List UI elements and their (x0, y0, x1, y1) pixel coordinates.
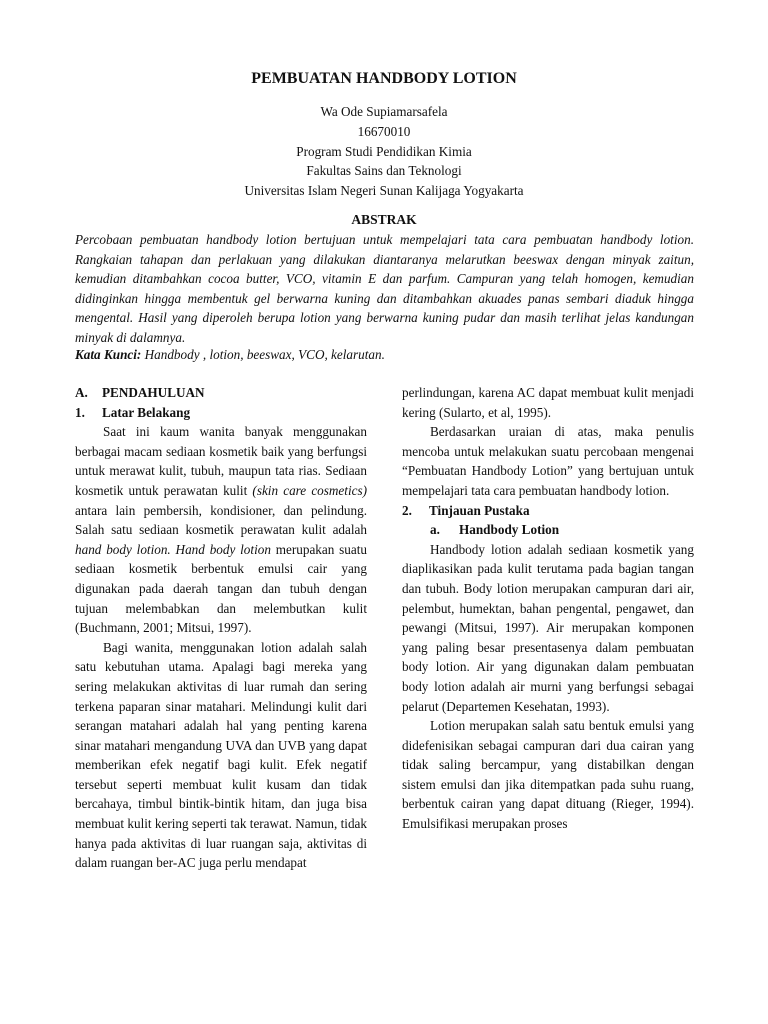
keywords-label: Kata Kunci: (75, 347, 142, 362)
paragraph-1-part-e: merupakan suatu sediaan kosmetik berbentuk emulsi cair yang digunakan pada daerah tangan dan tubuh dengan tujuan melembabkan dan melembutkan kulit (Buchmann, 2001; Mitsui, 1997). (75, 541, 367, 636)
paragraph-4: Handbody lotion adalah sediaan kosmetik yang diaplikasikan pada kulit terutama pada bagian tangan dan tubuh. Body lotion merupakan campuran dari air, pelembut, humektan, bahan pengental, pengawet, dan pewangi (Mitsui, 1997). Air merupakan komponen yang paling besar presentasenya dalam pembuatan body lotion. Air yang digunakan dalam pembuatan body lotion adalah air murni yang berfungsi sebagai pelarut (Departemen Kesehatan, 1993). (402, 541, 694, 714)
section-title: PENDAHULUAN (102, 385, 205, 400)
author-university: Universitas Islam Negeri Sunan Kalijaga Yogyakarta (244, 183, 524, 199)
subsection-title: Latar Belakang (102, 404, 191, 420)
author-id: 16670010 (357, 123, 411, 139)
author-block (0, 102, 768, 201)
left-column (75, 383, 367, 873)
paper-title: PEMBUATAN HANDBODY LOTION (251, 70, 517, 87)
author-program: Program Studi Pendidikan Kimia (296, 143, 472, 159)
author-name: Wa Ode Supiamarsafela (320, 104, 448, 119)
paragraph-1 (75, 422, 367, 638)
subsection-number: 1. (75, 404, 85, 420)
abstract-heading: ABSTRAK (351, 212, 417, 227)
paragraph-1-italic-a: (skin care cosmetics) (252, 482, 367, 498)
paragraph-1-italic-b: hand body lotion. Hand body lotion (75, 541, 271, 557)
section-number: A. (75, 385, 88, 400)
subsubsection-heading-handbody-lotion (402, 520, 694, 540)
paragraph-5: Lotion merupakan salah satu bentuk emulsi yang didefenisikan sebagai campuran dari dua cairan yang tidak saling bercampur, yang distabilkan dengan sistem emulsi dan jika ditempatkan pada suhu ruang, berbentuk cairan yang dapat dituang (Rieger, 1994). Emulsifikasi merupakan proses (402, 718, 694, 832)
section-heading-pendahuluan (75, 383, 367, 403)
keywords-line (75, 345, 694, 365)
paragraph-3: Berdasarkan uraian di atas, maka penulis mencoba untuk melakukan suatu percobaan mengenai “Pembuatan Handbody Lotion” yang bertujuan untuk mempelajari tata cara pembuatan handbody lotion. (402, 424, 694, 498)
subsection-heading-tinjauan-pustaka (402, 501, 694, 521)
abstract-text: Percobaan pembuatan handbody lotion bertujuan untuk mempelajari tata cara pembuatan handbody lotion. Rangkaian tahapan dan perlakuan yang dilakukan diantaranya melarutkan beeswax dengan minyak zaitun, kemudian ditambahkan cocoa butter, VCO, vitamin E dan parfum. Campuran yang telah homogen, kemudian didinginkan hingga membentuk gel berwarna kuning dan ditambahkan akuades panas sembari diaduk hingga mengental. Hasil yang diperoleh berupa lotion yang berwarna kuning pudar dan masih terlihat jelas kandungan minyak di dalamnya. (75, 232, 694, 345)
subsubsection-number: a. (430, 522, 440, 538)
paragraph-1-part-a: Saat ini kaum wanita banyak menggunakan berbagai macam sediaan kosmetik baik yang berfungsi untuk merawat kulit, tubuh, maupun tata rias. Sediaan kosmetik untuk perawatan kulit (75, 424, 367, 498)
subsubsection-title: Handbody Lotion (459, 522, 560, 538)
right-column (402, 383, 694, 834)
author-faculty: Fakultas Sains dan Teknologi (306, 163, 462, 179)
subsection-title: Tinjauan Pustaka (429, 502, 530, 518)
paragraph-1-part-c: antara lain pembersih, kondisioner, dan pelindung. Salah satu sediaan kosmetik perawatan kulit adalah (75, 502, 367, 538)
paragraph-continued: perlindungan, karena AC dapat membuat kulit menjadi kering (Sularto, et al, 1995). (402, 385, 694, 420)
keywords-list: Handbody , lotion, beeswax, VCO, kelarutan. (141, 347, 385, 362)
subsection-number: 2. (402, 502, 412, 518)
subsection-heading-latar-belakang (75, 403, 367, 423)
paragraph-2: Bagi wanita, menggunakan lotion adalah salah satu kebutuhan utama. Apalagi bagi mereka yang sering melakukan aktivitas di luar rumah dan sering terkena paparan sinar matahari. Melindungi kulit dari serangan matahari adalah hal yang penting karena sinar matahari mengandung UVA dan UVB yang dapat memberikan efek negatif bagi kulit. Efek negatif tersebut seperti membuat kulit kusam dan tidak bercahaya, timbul bintik-bintik hitam, dan juga bisa membuat kulit kering seperti tak terawat. Namun, tidak hanya pada aktivitas di luar ruangan saja, aktivitas di dalam ruangan ber-AC juga perlu mendapat (75, 639, 367, 871)
